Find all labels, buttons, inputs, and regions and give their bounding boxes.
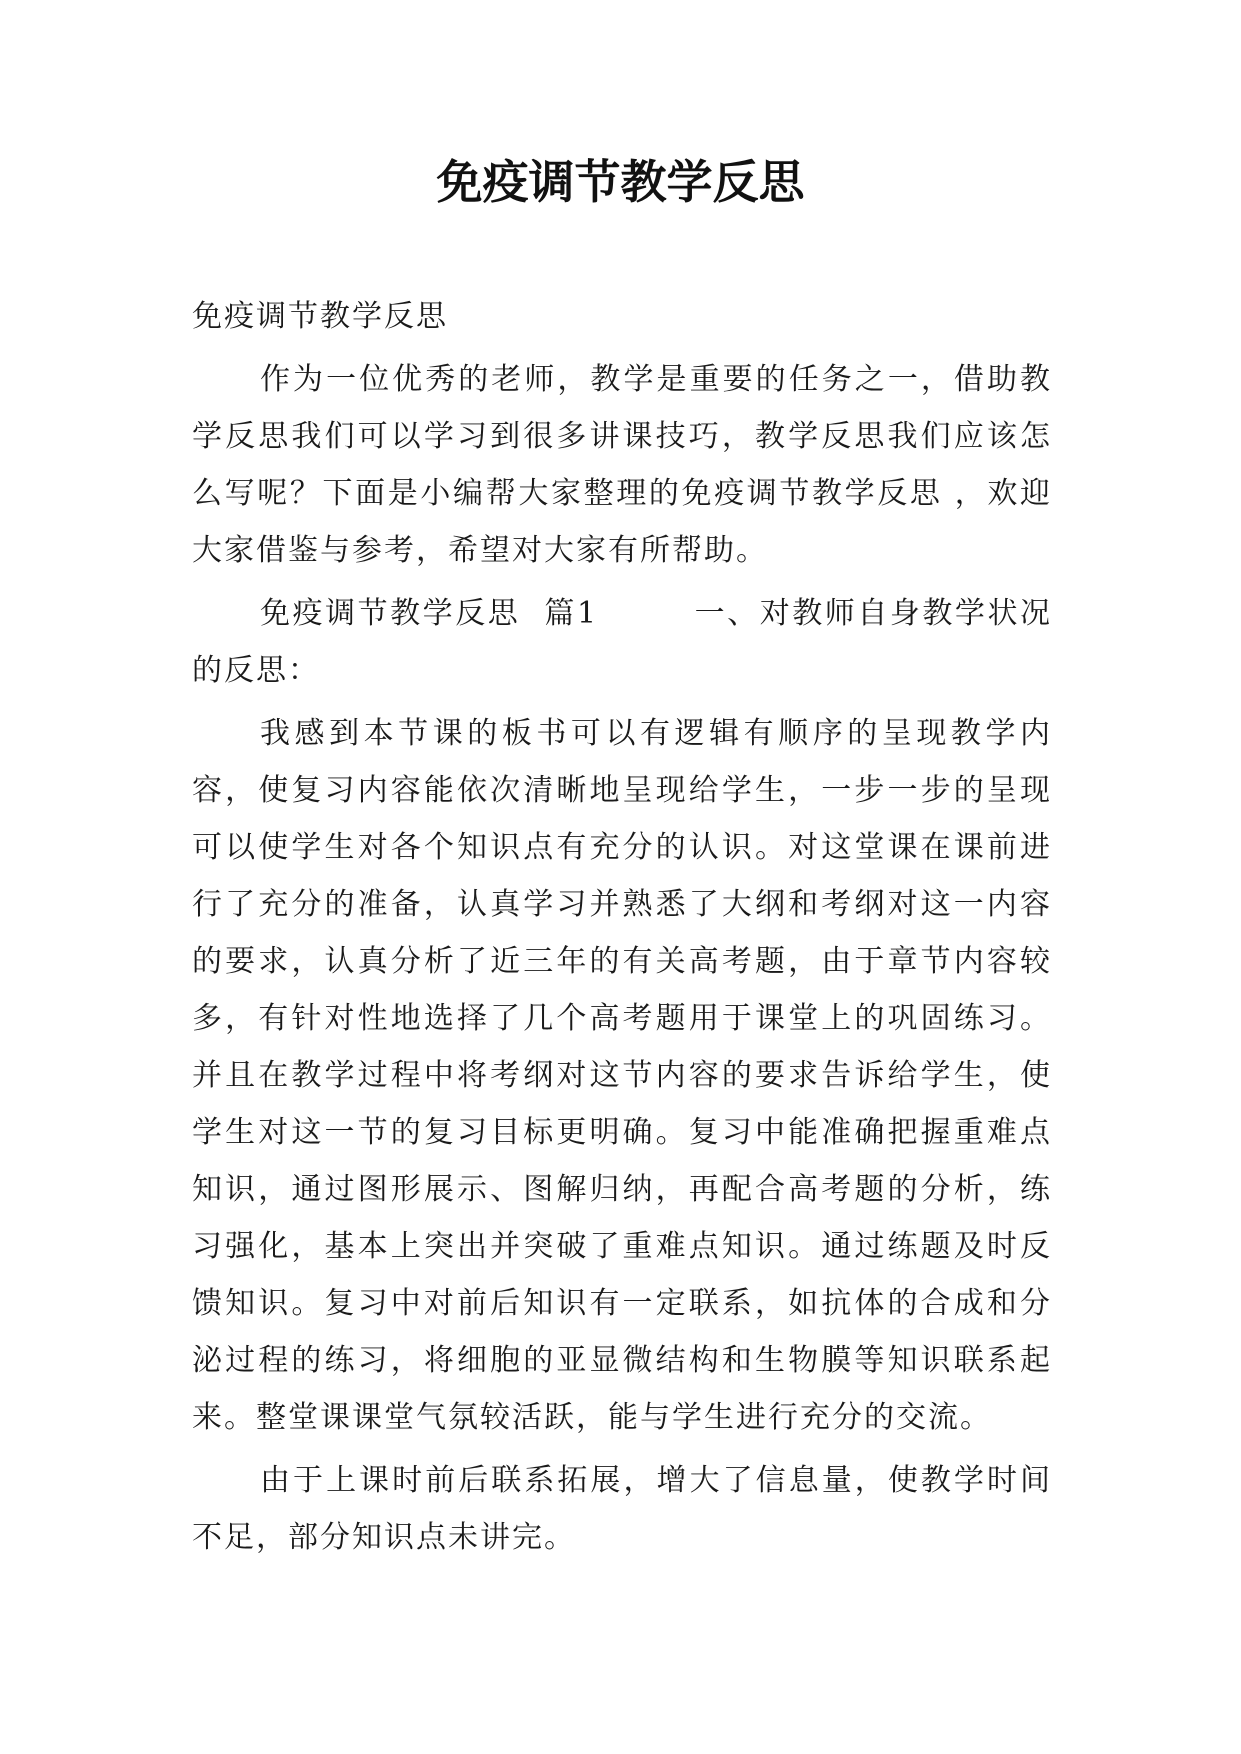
document-body bbox=[192, 288, 1052, 1572]
section-heading-paragraph: 免疫调节教学反思 篇1 一、对教师自身教学状况的反思： bbox=[192, 596, 1052, 688]
closing-paragraph: 由于上课时前后联系拓展，增大了信息量，使教学时间不足，部分知识点未讲完。 bbox=[192, 1463, 1052, 1555]
intro-paragraph: 作为一位优秀的老师，教学是重要的任务之一，借助教学反思我们可以学习到很多讲课技巧，教学反思我们应该怎么写呢？下面是小编帮大家整理的免疫调节教学反思 ，欢迎大家借鉴与参考，希望对大家有所帮助。 bbox=[192, 362, 1052, 568]
reflection-paragraph: 我感到本节课的板书可以有逻辑有顺序的呈现教学内容，使复习内容能依次清晰地呈现给学生，一步一步的呈现可以使学生对各个知识点有充分的认识。对这堂课在课前进行了充分的准备，认真学习并熟悉了大纲和考纲对这一内容的要求，认真分析了近三年的有关高考题，由于章节内容较多，有针对性地选择了几个高考题用于课堂上的巩固练习。并且在教学过程中将考纲对这节内容的要求告诉给学生，使学生对这一节的复习目标更明确。复习中能准确把握重难点知识，通过图形展示、图解归纳，再配合高考题的分析，练习强化，基本上突出并突破了重难点知识。通过练题及时反馈知识。复习中对前后知识有一定联系，如抗体的合成和分泌过程的练习，将细胞的亚显微结构和生物膜等知识联系起来。整堂课课堂气氛较活跃，能与学生进行充分的交流。 bbox=[192, 716, 1052, 1435]
document-title: 免疫调节教学反思 bbox=[436, 155, 805, 209]
document-subtitle: 免疫调节教学反思 bbox=[192, 299, 448, 334]
